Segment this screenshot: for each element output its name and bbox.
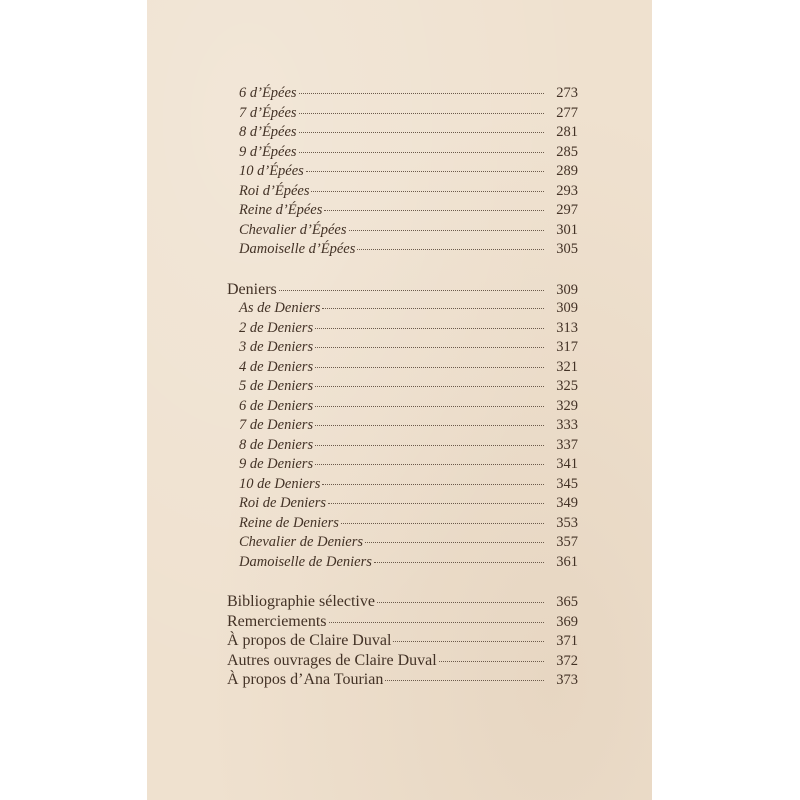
dot-leader xyxy=(315,406,544,407)
toc-entry-page: 321 xyxy=(556,358,578,375)
toc-entry-page: 345 xyxy=(556,475,578,492)
dot-leader xyxy=(374,562,544,563)
toc-section-deniers xyxy=(227,280,578,573)
toc-entry-page: 361 xyxy=(556,553,578,570)
toc-entry xyxy=(227,221,578,241)
dot-leader xyxy=(385,680,544,681)
toc-entry-label: Roi de Deniers xyxy=(239,495,326,511)
toc-entry-page: 337 xyxy=(556,436,578,453)
toc-entry xyxy=(227,533,578,553)
dot-leader xyxy=(306,171,544,172)
toc-entry-label: À propos de Claire Duval xyxy=(227,632,392,649)
toc-entry-label: Reine d’Épées xyxy=(239,202,323,218)
toc-entry-label: 10 d’Épées xyxy=(239,163,304,179)
dot-leader xyxy=(328,503,544,504)
toc-entry-label: Autres ouvrages de Claire Duval xyxy=(227,651,437,669)
dot-leader xyxy=(322,484,544,485)
toc-entry-label: 4 de Deniers xyxy=(239,358,314,375)
toc-entry-label: Roi d’Épées xyxy=(239,182,310,199)
toc-entry xyxy=(227,553,578,573)
toc-entry xyxy=(227,338,578,358)
toc-heading-deniers xyxy=(227,280,578,300)
toc-entry xyxy=(227,397,578,417)
toc-entry-page: 285 xyxy=(556,143,578,160)
toc-entry-about-illustrator xyxy=(227,670,578,690)
toc-entry-page: 372 xyxy=(556,652,578,669)
toc-entry xyxy=(227,494,578,514)
dot-leader xyxy=(315,367,544,368)
toc-heading-page: 309 xyxy=(556,281,578,298)
toc-entry xyxy=(227,240,578,260)
toc-entry-page: 329 xyxy=(556,397,578,414)
toc-entry xyxy=(227,201,578,221)
toc-entry-page: 293 xyxy=(556,182,578,199)
toc-entry-page: 373 xyxy=(556,672,578,688)
toc-entry-label: Damoiselle d’Épées xyxy=(239,241,356,257)
toc-entry-label: À propos d’Ana Tourian xyxy=(227,671,384,688)
dot-leader xyxy=(365,542,544,543)
dot-leader xyxy=(439,661,544,662)
toc-entry-page: 349 xyxy=(556,495,578,511)
toc-entry xyxy=(227,162,578,182)
toc-entry-label: 2 de Deniers xyxy=(239,319,314,336)
toc-section-epees xyxy=(227,84,578,260)
dot-leader xyxy=(315,445,544,446)
dot-leader xyxy=(322,308,544,309)
toc-entry-bibliographie xyxy=(227,592,578,612)
toc-entry xyxy=(227,104,578,124)
toc-entry-label: Chevalier d’Épées xyxy=(239,221,347,238)
dot-leader xyxy=(299,93,544,94)
toc-entry-page: 369 xyxy=(556,613,578,630)
toc-entry-page: 309 xyxy=(556,300,578,316)
toc-entry xyxy=(227,455,578,475)
toc-entry-label: Bibliographie sélective xyxy=(227,593,375,610)
toc-entry-about-author xyxy=(227,631,578,651)
dot-leader xyxy=(349,230,544,231)
dot-leader xyxy=(299,113,544,114)
dot-leader xyxy=(393,641,544,642)
dot-leader xyxy=(329,622,544,623)
toc-entry-page: 325 xyxy=(556,378,578,394)
dot-leader xyxy=(311,191,544,192)
toc-section-back-matter xyxy=(227,592,578,690)
toc-entry xyxy=(227,319,578,339)
toc-entry-label: Reine de Deniers xyxy=(239,514,339,531)
table-of-contents xyxy=(227,84,578,690)
dot-leader xyxy=(377,602,544,603)
toc-entry-page: 353 xyxy=(556,514,578,531)
toc-entry-page: 313 xyxy=(556,319,578,336)
toc-entry-page: 301 xyxy=(556,221,578,238)
toc-entry-label: As de Deniers xyxy=(239,300,321,316)
toc-entry xyxy=(227,416,578,436)
toc-entry-label: 5 de Deniers xyxy=(239,378,314,394)
toc-entry-label: 7 de Deniers xyxy=(239,417,314,433)
dot-leader xyxy=(299,132,544,133)
toc-entry-label: 7 d’Épées xyxy=(239,104,297,121)
toc-entry-page: 365 xyxy=(556,594,578,610)
toc-entry-label: Remerciements xyxy=(227,612,327,630)
toc-entry-page: 277 xyxy=(556,104,578,121)
toc-entry-label: 8 de Deniers xyxy=(239,436,314,453)
toc-entry-page: 341 xyxy=(556,456,578,472)
toc-entry-page: 317 xyxy=(556,339,578,355)
toc-entry xyxy=(227,377,578,397)
toc-entry-label: 6 d’Épées xyxy=(239,85,297,101)
dot-leader xyxy=(324,210,544,211)
toc-entry xyxy=(227,436,578,456)
dot-leader xyxy=(315,386,544,387)
dot-leader xyxy=(357,249,544,250)
dot-leader xyxy=(315,328,544,329)
toc-entry xyxy=(227,475,578,495)
toc-entry-page: 305 xyxy=(556,241,578,257)
toc-entry-page: 371 xyxy=(556,633,578,649)
toc-entry-other-works xyxy=(227,651,578,671)
toc-entry-remerciements xyxy=(227,612,578,632)
toc-entry-label: 3 de Deniers xyxy=(239,339,314,355)
toc-entry xyxy=(227,299,578,319)
toc-entry-page: 357 xyxy=(556,534,578,550)
toc-entry-page: 297 xyxy=(556,202,578,218)
dot-leader xyxy=(315,464,544,465)
dot-leader xyxy=(279,290,544,291)
toc-entry-label: Chevalier de Deniers xyxy=(239,534,364,550)
toc-entry-label: 6 de Deniers xyxy=(239,397,314,414)
toc-heading-label: Deniers xyxy=(227,280,277,298)
dot-leader xyxy=(315,347,544,348)
toc-entry-label: 9 de Deniers xyxy=(239,456,314,472)
toc-entry-label: 8 d’Épées xyxy=(239,124,297,140)
toc-entry-label: 9 d’Épées xyxy=(239,143,297,160)
toc-entry xyxy=(227,123,578,143)
toc-entry xyxy=(227,514,578,534)
toc-entry xyxy=(227,84,578,104)
dot-leader xyxy=(299,152,544,153)
toc-entry-label: Damoiselle de Deniers xyxy=(239,553,372,570)
toc-entry xyxy=(227,182,578,202)
book-page xyxy=(147,0,652,800)
dot-leader xyxy=(315,425,544,426)
toc-entry xyxy=(227,358,578,378)
toc-entry xyxy=(227,143,578,163)
toc-entry-page: 281 xyxy=(556,124,578,140)
toc-entry-page: 333 xyxy=(556,417,578,433)
toc-entry-page: 289 xyxy=(556,163,578,179)
toc-entry-page: 273 xyxy=(556,85,578,101)
toc-entry-label: 10 de Deniers xyxy=(239,475,321,492)
dot-leader xyxy=(341,523,544,524)
